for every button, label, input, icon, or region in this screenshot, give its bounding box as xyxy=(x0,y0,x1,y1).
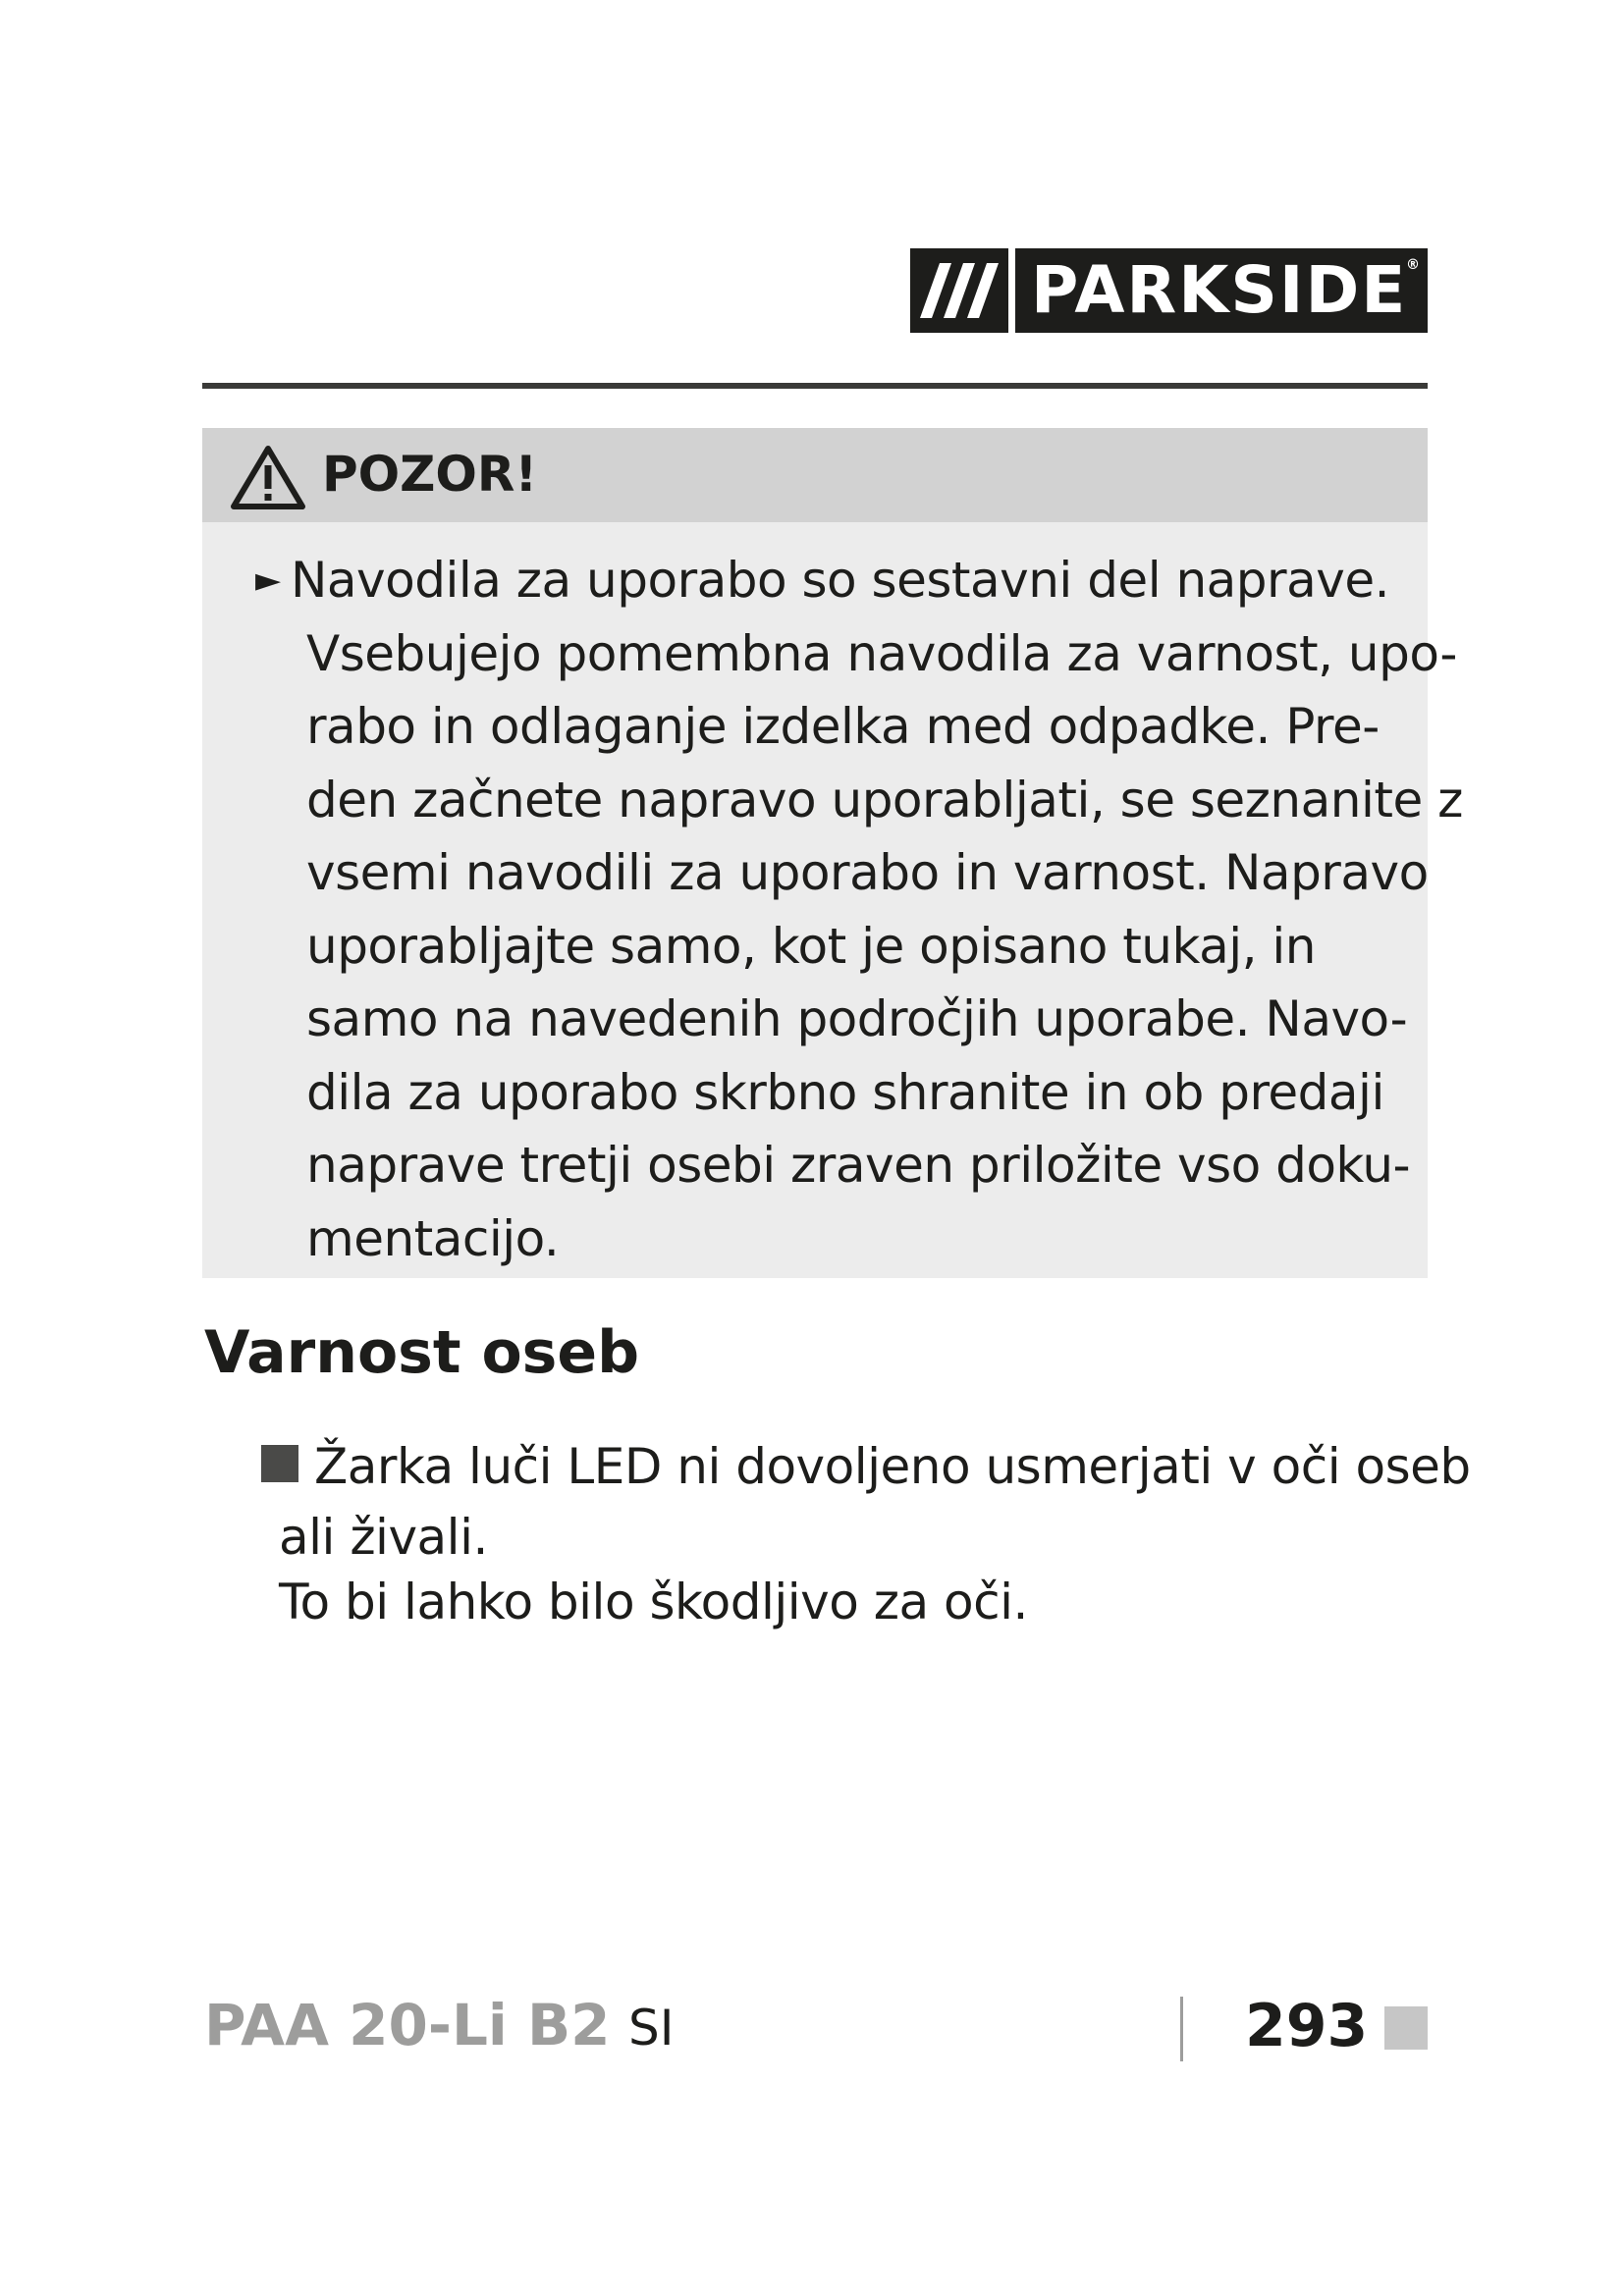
footer-model-name: PAA 20-Li B2 xyxy=(204,1992,611,2058)
footer-language-code: SI xyxy=(627,2000,675,2056)
bullet-line: To bi lahko bilo škodljivo za oči. xyxy=(279,1574,1028,1630)
warning-text xyxy=(255,544,1463,1275)
warning-line-text: Navodila za uporabo so sestavni del naprave. xyxy=(291,552,1389,609)
warning-line: naprave tretji osebi zraven priložite vso doku- xyxy=(306,1137,1411,1194)
warning-triangle-icon xyxy=(230,444,306,510)
logo-wordmark xyxy=(1015,248,1428,333)
parkside-logo xyxy=(910,248,1428,333)
section-bullet-text xyxy=(279,1431,1471,1637)
bullet-line: ali živali. xyxy=(279,1509,488,1566)
header-rule xyxy=(202,383,1428,389)
bullet-line: Žarka luči LED ni dovoljeno usmerjati v oči oseb xyxy=(314,1438,1471,1495)
warning-line: mentacijo. xyxy=(306,1209,560,1267)
logo-slashes-graphic xyxy=(918,261,1001,320)
warning-line: vsemi navodili za uporabo in varnost. Napravo xyxy=(306,844,1429,901)
warning-box xyxy=(202,428,1463,1278)
warning-line: dila za uporabo skrbno shranite in ob predaji xyxy=(306,1063,1384,1121)
warning-line: samo na navedenih področjih uporabe. Navo- xyxy=(306,990,1408,1047)
footer-model xyxy=(204,1992,675,2058)
logo-slashes xyxy=(910,248,1008,333)
section-title: Varnost oseb xyxy=(204,1318,640,1387)
warning-line: rabo in odlaganje izdelka med odpadke. Pre- xyxy=(306,698,1380,755)
logo-text: PARKSIDE xyxy=(1031,252,1408,328)
warning-line: Vsebujejo pomembna navodila za varnost, upo- xyxy=(306,624,1457,682)
footer-divider xyxy=(1180,1997,1183,2061)
arrow-right-icon: ► xyxy=(255,561,281,600)
footer-square-marker xyxy=(1384,2006,1428,2050)
warning-line: uporabljajte samo, kot je opisano tukaj, in xyxy=(306,917,1316,975)
warning-title: POZOR! xyxy=(322,446,538,503)
logo-registered-mark: ® xyxy=(1406,257,1422,273)
logo-divider xyxy=(1008,248,1015,333)
warning-line: den začnete napravo uporabljati, se seznanite z xyxy=(306,771,1463,828)
warning-header xyxy=(202,428,1428,522)
warning-line xyxy=(255,544,1416,617)
page-number: 293 xyxy=(1245,1992,1369,2060)
